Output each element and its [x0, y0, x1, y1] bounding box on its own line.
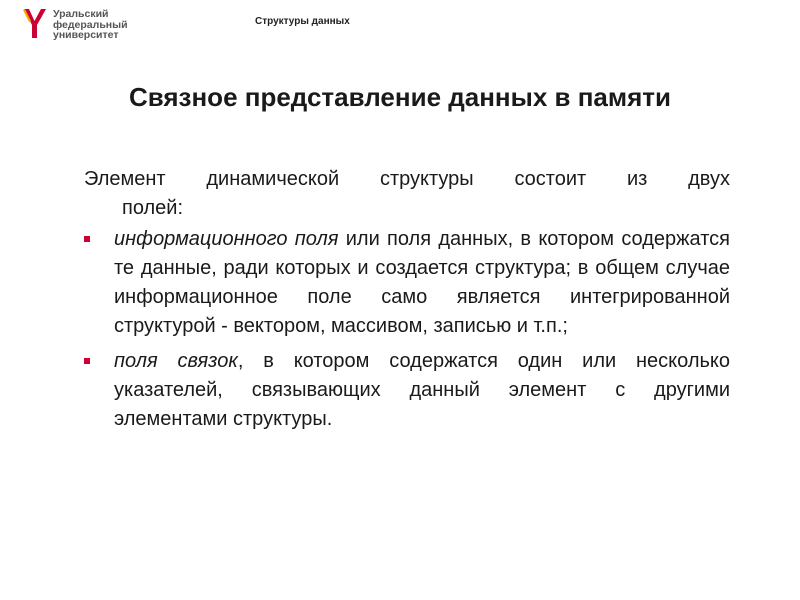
bullet-text: или поля данных, в котором содержатся те данные, ради которых и создается структура; в общем случае информационное поле само является интегрированной структурой - вектором, массивом, записью и т.п.; — [114, 228, 730, 337]
bullet-list — [84, 225, 730, 434]
bullet-square-icon — [84, 358, 90, 364]
logo-line-1: Уральский — [53, 8, 109, 20]
bullet-term: поля связок — [114, 350, 238, 372]
urfu-emblem-icon — [22, 8, 48, 40]
bullet-item-information-field — [84, 225, 730, 341]
section-title: Структуры данных — [255, 16, 350, 27]
slide-body — [84, 165, 730, 440]
logo-line-2: федеральный — [53, 18, 128, 31]
intro-paragraph — [84, 165, 730, 223]
bullet-square-icon — [84, 236, 90, 242]
bullet-text: , в котором содержатся один или несколько указателей, связывающих данный элемент с другими элементами структуры. — [114, 350, 731, 430]
bullet-term: информационного поля — [114, 228, 339, 250]
university-logo — [22, 8, 128, 40]
intro-line-2: полей: — [122, 197, 184, 219]
logo-text — [53, 9, 128, 41]
bullet-item-link-field — [84, 347, 730, 434]
logo-line-3: университет — [53, 29, 119, 41]
slide-title: Связное представление данных в памяти — [128, 82, 672, 112]
intro-line-1: Элемент динамической структуры состоит из двух — [84, 168, 730, 190]
